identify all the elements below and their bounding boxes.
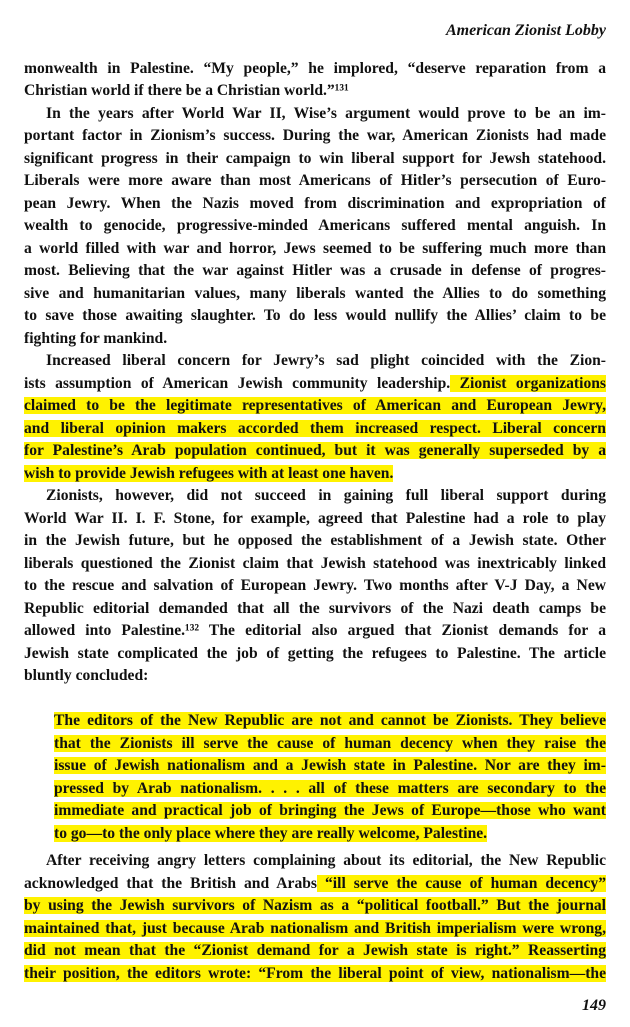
highlighted-text: Zionist organizations: [450, 375, 606, 392]
plain-text: to save those awaiting slaughter. To do less would nullify the Allies’ claim to be: [24, 307, 606, 324]
plain-text: liberals questioned the Zionist claim that Jewish statehood was inextricably linked: [24, 555, 606, 572]
highlighted-text: “ill serve the cause of human decency”: [317, 875, 606, 892]
text-line: [24, 873, 606, 895]
text-line: [24, 260, 606, 282]
highlighted-text: for Palestine’s Arab population continued, but it was generally superseded by a: [24, 442, 606, 459]
highlighted-text: issue of Jewish nationalism and a Jewish state in Palestine. Nor are they im-: [54, 757, 606, 774]
text-line: [24, 193, 606, 215]
text-line: [24, 895, 606, 917]
plain-text: ists assumption of American Jewish community leadership.: [24, 375, 451, 392]
plain-text: monwealth in Palestine. “My people,” he implored, “deserve reparation from a: [24, 60, 606, 77]
plain-text: pean Jewry. When the Nazis moved from discrimination and expropriation of: [24, 195, 606, 212]
running-header: American Zionist Lobby: [446, 22, 606, 39]
text-line: [24, 395, 606, 417]
plain-text: Zionists, however, did not succeed in gaining full liberal support during: [46, 487, 606, 504]
highlighted-text: claimed to be the legitimate representatives of American and European Jewry,: [24, 397, 606, 414]
plain-text: fighting for mankind.: [24, 330, 168, 347]
text-line: [24, 598, 606, 620]
plain-text: World War II. I. F. Stone, for example, agreed that Palestine had a role to play: [24, 510, 606, 527]
text-line: [24, 940, 606, 962]
plain-text: Jewish state complicated the job of getting the refugees to Palestine. The article: [24, 645, 606, 662]
text-line: [24, 553, 606, 575]
plain-text: bluntly concluded:: [24, 667, 149, 684]
text-line: [54, 755, 606, 777]
highlighted-text: that the Zionists ill serve the cause of human decency when they raise the: [54, 735, 606, 752]
text-line: [24, 485, 606, 507]
plain-text: in the Jewish future, but he opposed the establishment of a Jewish state. Other: [24, 532, 606, 549]
text-line: [24, 328, 606, 350]
text-line: [24, 963, 606, 985]
text-line: [24, 463, 606, 485]
text-line: [24, 643, 606, 665]
highlighted-text: maintained that, just because Arab nationalism and British imperialism were wrong,: [24, 920, 606, 937]
text-line: [54, 823, 606, 845]
text-line: [24, 58, 606, 80]
plain-text: portant factor in Zionism’s success. During the war, American Zionists had made: [24, 127, 606, 144]
text-line: [24, 283, 606, 305]
text-line: [24, 305, 606, 327]
text-line: [54, 733, 606, 755]
plain-text: most. Believing that the war against Hitler was a crusade in defense of progres-: [24, 262, 606, 279]
text-line: [24, 918, 606, 940]
plain-text: Increased liberal concern for Jewry’s sad plight coincided with the Zion-: [46, 352, 606, 369]
text-line: [24, 440, 606, 462]
text-line: [24, 665, 606, 687]
text-line: [24, 350, 606, 372]
text-line: [24, 373, 606, 395]
text-line: [24, 508, 606, 530]
highlighted-text: and liberal opinion makers accorded them increased respect. Liberal concern: [24, 420, 606, 437]
text-line: [54, 778, 606, 800]
highlighted-text: to go—to the only place where they are really welcome, Palestine.: [54, 825, 488, 842]
plain-text: to the rescue and salvation of European Jewry. Two months after V-J Day, a New: [24, 577, 606, 594]
text-line: [24, 215, 606, 237]
highlighted-text: their position, the editors wrote: “From the liberal point of view, nationalism—the: [24, 965, 606, 982]
highlighted-text: did not mean that the “Zionist demand for a Jewish state is right.” Reasserting: [24, 942, 606, 959]
plain-text: wealth to genocide, progressive-minded Americans suffered mental anguish. In: [24, 217, 606, 234]
plain-text: Christian world if there be a Christian world.”¹³¹: [24, 82, 349, 99]
text-line: [24, 125, 606, 147]
highlighted-text: by using the Jewish survivors of Nazism as a “political football.” But the journal: [24, 897, 606, 914]
plain-text: After receiving angry letters complaining about its editorial, the New Republic: [46, 852, 606, 869]
plain-text: sive and humanitarian values, many liberals wanted the Allies to do something: [24, 285, 606, 302]
plain-text: Liberals were more aware than most Americans of Hitler’s persecution of Euro-: [24, 172, 606, 189]
text-line: [24, 170, 606, 192]
text-line: [24, 530, 606, 552]
text-line: [24, 850, 606, 872]
text-line: [24, 148, 606, 170]
plain-text: a world filled with war and horror, Jews seemed to be suffering much more than: [24, 240, 606, 257]
page-number: 149: [582, 997, 606, 1014]
highlighted-text: The editors of the New Republic are not and cannot be Zionists. They believe: [54, 712, 606, 729]
text-line: [24, 418, 606, 440]
highlighted-text: wish to provide Jewish refugees with at least one haven.: [24, 465, 394, 482]
plain-text: Republic editorial demanded that all the survivors of the Nazi death camps be: [24, 600, 606, 617]
text-line: [24, 620, 606, 642]
text-line: [54, 710, 606, 732]
highlighted-text: immediate and practical job of bringing the Jews of Europe—those who want: [54, 802, 606, 819]
plain-text: allowed into Palestine.¹³² The editorial also argued that Zionist demands for a: [24, 622, 606, 639]
plain-text: acknowledged that the British and Arabs: [24, 875, 317, 892]
text-line: [24, 575, 606, 597]
text-line: [24, 103, 606, 125]
plain-text: In the years after World War II, Wise’s argument would prove to be an im-: [46, 105, 606, 122]
highlighted-text: pressed by Arab nationalism. . . . all of these matters are secondary to the: [54, 780, 606, 797]
text-line: [54, 800, 606, 822]
text-line: [24, 238, 606, 260]
plain-text: significant progress in their campaign to win liberal support for Jewsh statehood.: [24, 150, 606, 167]
text-line: [24, 80, 606, 102]
